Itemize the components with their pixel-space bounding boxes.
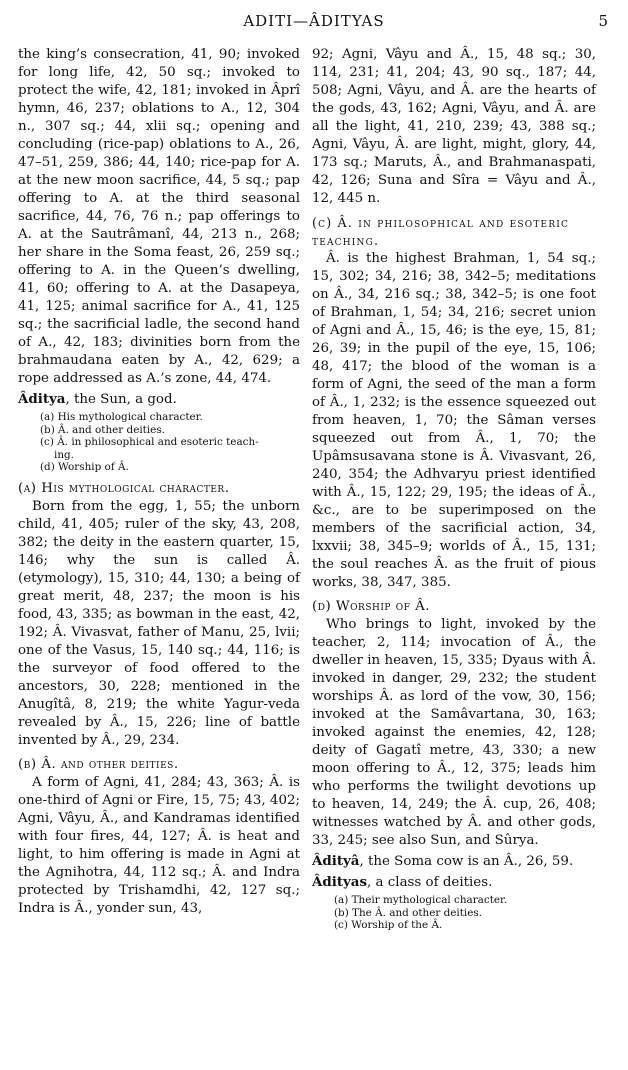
running-header: [18, 12, 610, 36]
page-number: 5: [598, 12, 608, 30]
toc-item: (b) The Â. and other deities.: [334, 906, 483, 919]
adityaa-entry: [312, 852, 596, 871]
section-c-text: Â. is the highest Brahman, 1, 54 sq.; 15, 302; 34, 216; 38, 342–5; meditations on Â., 34, 216 sq.; 38, 342–5; is one foot of Brahman, 1, 54; 34, 216; secret union of Agni and Â., 15, 46; is the eye, 15, 81; 26, 39; in the pupil of the eye, 15, 106; 48, 417; the blood of the woman is a form of Agni, the seed of the man a form of Â., 1, 232; is the essence squeezed out from heaven, 1, 70; the Sâman verses squeezed out from Â., 1, 70; the Upâmsusavana stone is Â. Vivasvant, 26, 240, 354; the Adhvaryu priest identified with Â., 15, 122; 29, 195; the ideas of Â., &c., are to be superimposed on the members of the sacrificial action, 34, lxxvii; 38, 345–9; worlds of Â., 15, 131; the soul reaches Â. as the fruit of pious works, 38, 347, 385.: [312, 251, 596, 590]
section-c-heading: (c) Â. in philosophical and esoteric teaching.: [312, 215, 570, 248]
section-a-text: Born from the egg, 1, 55; the unborn child, 41, 405; ruler of the sky, 43, 208, 382; the deity in the eastern quarter, 15, 146; why the sun is called Â. (etymology), 15, 310; 44, 130; a being of great merit, 48, 237; the moon is his food, 43, 335; as bowman in the east, 42, 192; Â. Vivasvat, father of Manu, 25, lvii; one of the Vasus, 15, 140 sq.; 44, 116; is the surveyor of food offered to the ancestors, 30, 228; mentioned in the Anugîtâ, 8, 219; the white Yagur-veda revealed by Â., 15, 226; line of battle invented by Â., 29, 234.: [18, 498, 300, 748]
adityas-subsection-list: [312, 894, 596, 932]
toc-item: (a) His mythological character.: [40, 411, 203, 423]
section-d-text: Who brings to light, invoked by the teacher, 2, 114; invocation of Â., the dweller in heaven, 15, 335; Dyaus with Â. invoked in danger, 29, 232; the student worships Â. as lord of the vow, 30, 156; invoked at the Samâvartana, 30, 163; invoked against the enemies, 42, 128; deity of Gagatî metre, 43, 330; a new moon offering to Â., 12, 375; leads him who performs the twilight devotions up to heaven, 14, 249; the Â. cup, 26, 408; witnesses watched by Â. and other gods, 33, 245; see also Sun, and Sûrya.: [312, 617, 596, 848]
toc-item: (c) Â. in philosophical and esoteric teach-: [40, 436, 259, 448]
aditya-subsection-list: [18, 411, 300, 474]
toc-item: (c) Worship of the Â.: [334, 919, 443, 931]
adityaa-headword: Âdityâ: [312, 853, 360, 869]
left-column: [18, 46, 300, 918]
adityas-definition: , a class of deities.: [367, 875, 493, 890]
right-column: [312, 46, 596, 936]
section-b-continuation: 92; Agni, Vâyu and Â., 15, 48 sq.; 30, 114, 231; 41, 204; 43, 90 sq., 187; 44, 508; Agni, Vâyu, and Â. are the hearts of the gods, 43, 162; Agni, Vâyu, and Â. are all the light, 41, 210, 239; 43, 388 sq.; Agni, Vâyu, Â. are light, might, glory, 44, 173 sq.; Maruts, Â., and Brahmanaspati, 42, 126; Suna and Sîra = Vâyu and Â., 12, 445 n.: [312, 47, 596, 206]
section-b-heading: (b) Â. and other deities.: [18, 756, 179, 772]
adityaa-definition: , the Soma cow is an Â., 26, 59.: [359, 854, 574, 869]
toc-item: ing.: [54, 448, 74, 461]
section-a-heading: (a) His mythological character.: [18, 480, 230, 496]
toc-item: (b) Â. and other deities.: [40, 423, 165, 436]
aditya-definition: , the Sun, a god.: [65, 392, 177, 407]
toc-item: (d) Worship of Â.: [40, 461, 129, 473]
adityas-headword: Âdityas: [312, 874, 368, 890]
section-d-heading: (d) Worship of Â.: [312, 599, 431, 614]
toc-item: (a) Their mythological character.: [334, 894, 508, 906]
aditya-headword: Âditya: [18, 391, 66, 407]
aditi-entry-continuation: the king’s consecration, 41, 90; invoked for long life, 42, 50 sq.; invoked to protect the wife, 42, 181; invoked in Âprî hymn, 46, 237; oblations to A., 12, 304 n., 307 sq.; 44, xlii sq.; opening and concluding (rice-pap) oblations to A., 26, 47–51, 259, 386; 44, 140; rice-pap for A. at the new moon sacrifice, 44, 5 sq.; pap offering to A. at the third seasonal sacrifice, 44, 76, 76 n.; pap offerings to A. at the Sautrâmanî, 44, 213 n., 268; her share in the Soma feast, 26, 259 sq.; offering to A. in the Queen’s dwelling, 41, 60; offering to A. at the Dasapeya, 41, 125; animal sacrifice for A., 41, 125 sq.; the sacrificial ladle, the second hand of A., 42, 183; divinities born from the brahmaudana eaten by A., 42, 629; a rope addressed as A.’s zone, 44, 474.: [18, 47, 300, 386]
aditya-entry: [18, 390, 300, 409]
running-title: ADITI—ÂDITYAS: [243, 12, 385, 30]
section-b-text: A form of Agni, 41, 284; 43, 363; Â. is one-third of Agni or Fire, 15, 75; 43, 402; Agni, Vâyu, Â., and Kandramas identified with four fires, 44, 127; Â. is heat and light, to him offering is made in Agni at the Agnihotra, 44, 112 sq.; Â. and Indra protected by Trishamdhi, 42, 127 sq.; Indra is Â., yonder sun, 43,: [18, 774, 300, 916]
adityas-entry: [312, 873, 596, 892]
